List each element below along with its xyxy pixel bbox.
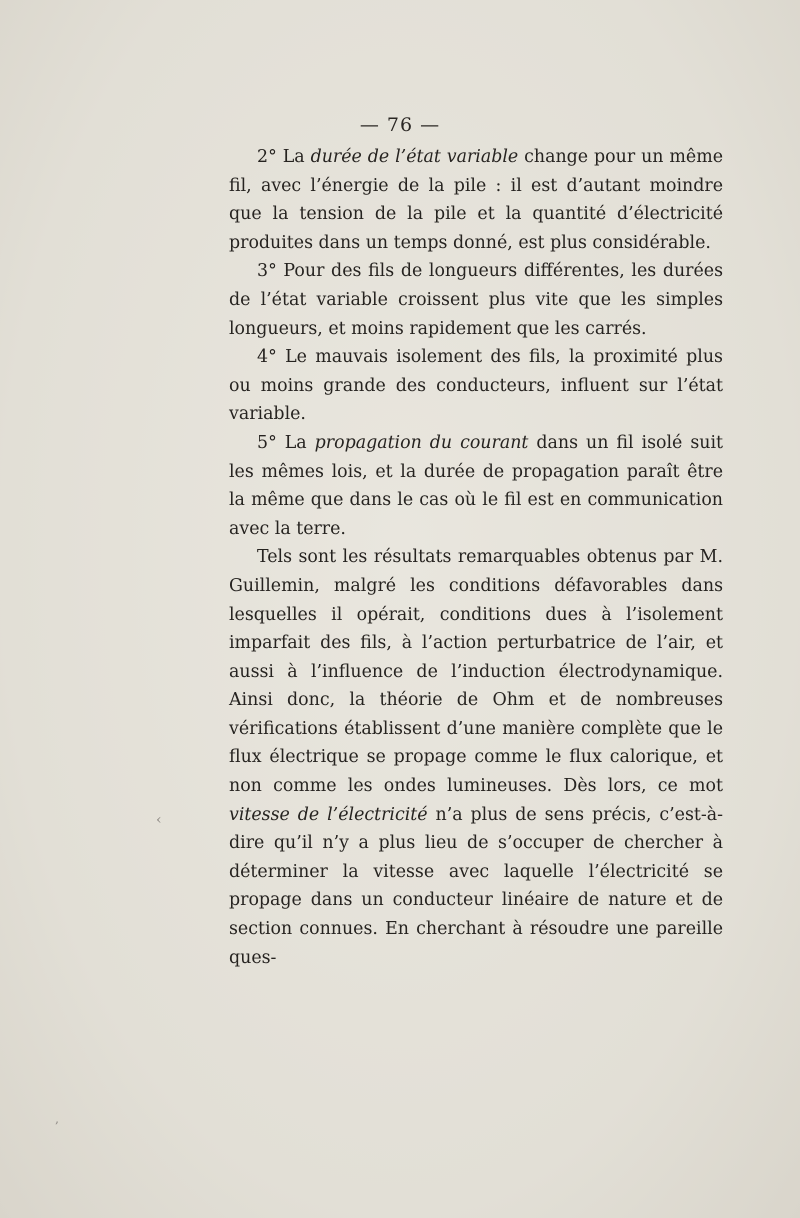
paragraph-2-text: 2° La	[257, 147, 311, 167]
margin-mark: ‹	[156, 812, 162, 828]
body-text	[229, 143, 723, 972]
paragraph-5	[229, 429, 723, 543]
paragraph-5-emphasis: propagation du courant	[314, 432, 529, 453]
paragraph-conclusion-emphasis: vitesse de l’électricité	[229, 804, 428, 825]
paragraph-4-text: 4° Le mauvais isolement des fils, la proximité plus ou moins grande des conducteurs, influent sur l’état variable.	[229, 347, 723, 425]
paragraph-conclusion	[229, 543, 723, 972]
paragraph-2	[229, 143, 723, 257]
paragraph-5-text: 5° La	[257, 432, 315, 453]
paragraph-conclusion-text-cont: n’a plus de sens précis, c’est-à-dire qu’il n’y a plus lieu de s’occuper de chercher à déterminer la vitesse avec laquelle l’électricité se propage dans un conducteur linéaire de nature et de section connues. En cherchant à résoudre une pareille ques-	[229, 804, 723, 968]
paragraph-5-text-cont: dans un fil isolé suit les mêmes lois, et la durée de propagation paraît être la même que dans le cas où le fil est en communication avec la terre.	[229, 432, 723, 539]
paragraph-2-emphasis: durée de l’état variable	[310, 147, 519, 167]
paragraph-3-text: 3° Pour des fils de longueurs différentes, les durées de l’état variable croissent plus vite que les simples longueurs, et moins rapidement que les carrés.	[229, 261, 723, 339]
margin-mark: ‚	[55, 1112, 59, 1126]
paragraph-3	[229, 257, 723, 343]
page-number: — 76 —	[359, 114, 441, 136]
paragraph-2-text-cont: change pour un même fil, avec l’énergie de la pile : il est d’autant moindre que la tension de la pile et la quantité d’électricité produites dans un temps donné, est plus considérable.	[229, 147, 723, 253]
paragraph-4	[229, 343, 723, 429]
paragraph-conclusion-text: Tels sont les résultats remarquables obtenus par M. Guillemin, malgré les conditions défavorables dans lesquelles il opérait, conditions dues à l’isolement imparfait des fils, à l’action perturbatrice de l’air, et aussi à l’influence de l’induction électrodynamique. Ainsi donc, la théorie de Ohm et de nombreuses vérifications établissent d’une manière complète que le flux électrique se propage comme le flux calorique, et non comme les ondes lumineuses. Dès lors, ce mot	[229, 547, 723, 797]
